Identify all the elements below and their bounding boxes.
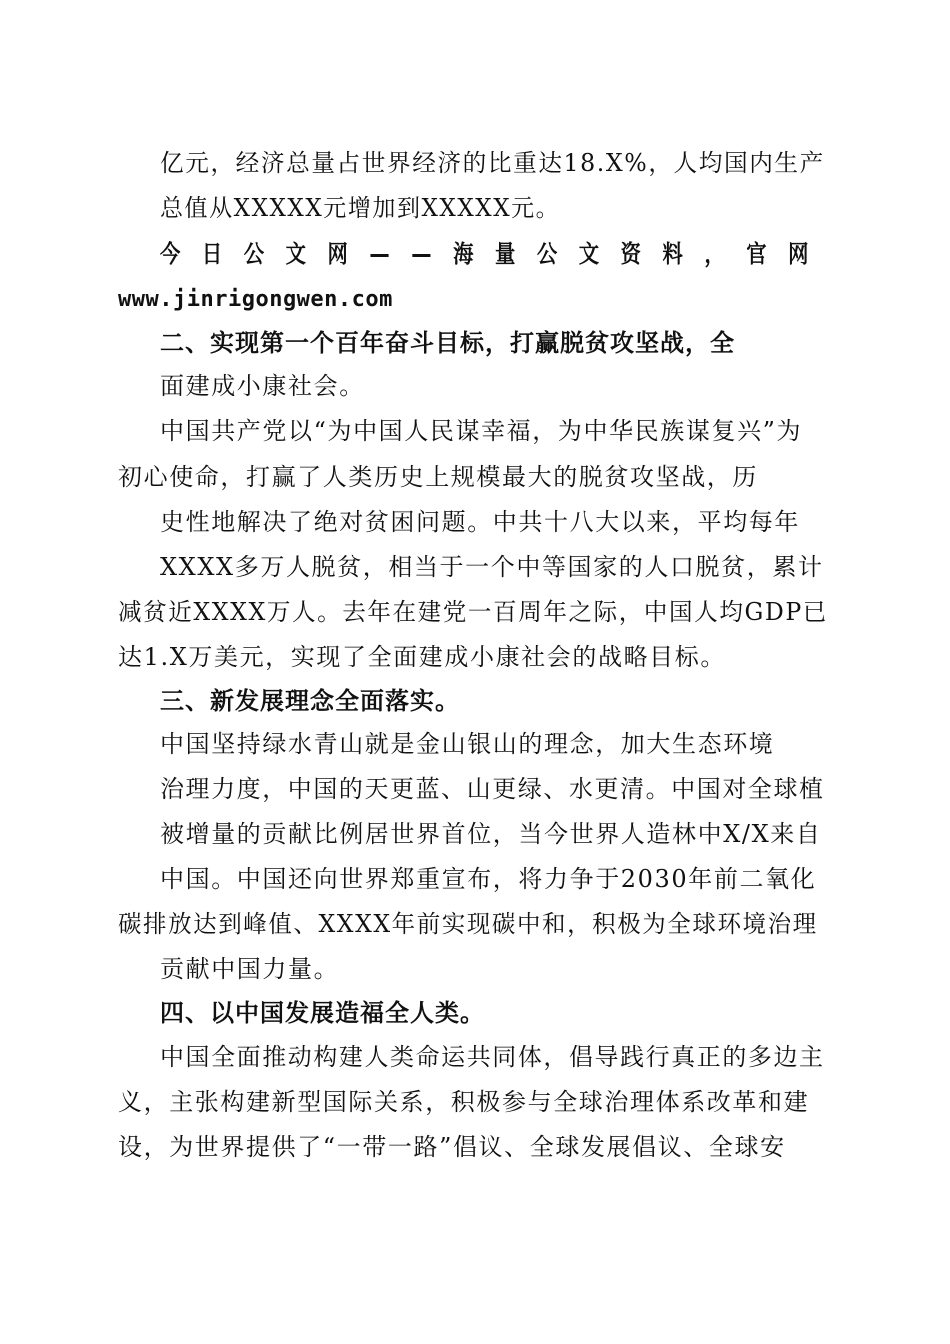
section-heading: 三、新发展理念全面落实。: [160, 687, 460, 715]
body-text-line: 被增量的贡献比例居世界首位，当今世界人造林中X/X来自: [160, 820, 822, 848]
body-text-line: 设，为世界提供了“一带一路”倡议、全球发展倡议、全球安: [118, 1133, 786, 1161]
body-text-line: 史性地解决了绝对贫困问题。中共十八大以来，平均每年: [160, 508, 800, 536]
body-text-line: 减贫近XXXX万人。去年在建党一百周年之际，中国人均GDP已: [118, 598, 828, 626]
body-text-line: 中国全面推动构建人类命运共同体，倡导践行真正的多边主: [160, 1043, 825, 1071]
body-text-line: 中国共产党以“为中国人民谋幸福，为中华民族谋复兴”为: [160, 417, 803, 445]
body-text-line: 中国。中国还向世界郑重宣布，将力争于2030年前二氧化: [160, 865, 817, 893]
body-text-line: 碳排放达到峰值、XXXX年前实现碳中和，积极为全球环境治理: [118, 910, 818, 938]
body-text-line: 贡献中国力量。: [160, 955, 340, 983]
watermark-banner: 今日公文网——海量公文资料，官网: [160, 240, 831, 268]
body-text-line: 治理力度，中国的天更蓝、山更绿、水更清。中国对全球植: [160, 775, 825, 803]
section-heading: 四、以中国发展造福全人类。: [160, 999, 485, 1027]
body-text-line: 中国坚持绿水青山就是金山银山的理念，加大生态环境: [160, 730, 775, 758]
body-text-line: 达1.X万美元，实现了全面建成小康社会的战略目标。: [118, 643, 726, 671]
body-text-line: XXXX多万人脱贫，相当于一个中等国家的人口脱贫，累计: [160, 553, 824, 581]
watermark-url: www.jinrigongwen.com: [118, 287, 393, 312]
body-text-line: 总值从XXXXX元增加到XXXXX元。: [160, 194, 561, 222]
body-text-line: 亿元，经济总量占世界经济的比重达18.X%，人均国内生产: [160, 149, 825, 177]
body-text-line: 初心使命，打赢了人类历史上规模最大的脱贫攻坚战，历: [118, 463, 758, 491]
section-heading: 二、实现第一个百年奋斗目标，打赢脱贫攻坚战，全: [160, 329, 735, 357]
section-heading-continuation: 面建成小康社会。: [160, 372, 365, 400]
body-text-line: 义，主张构建新型国际关系，积极参与全球治理体系改革和建: [118, 1088, 810, 1116]
